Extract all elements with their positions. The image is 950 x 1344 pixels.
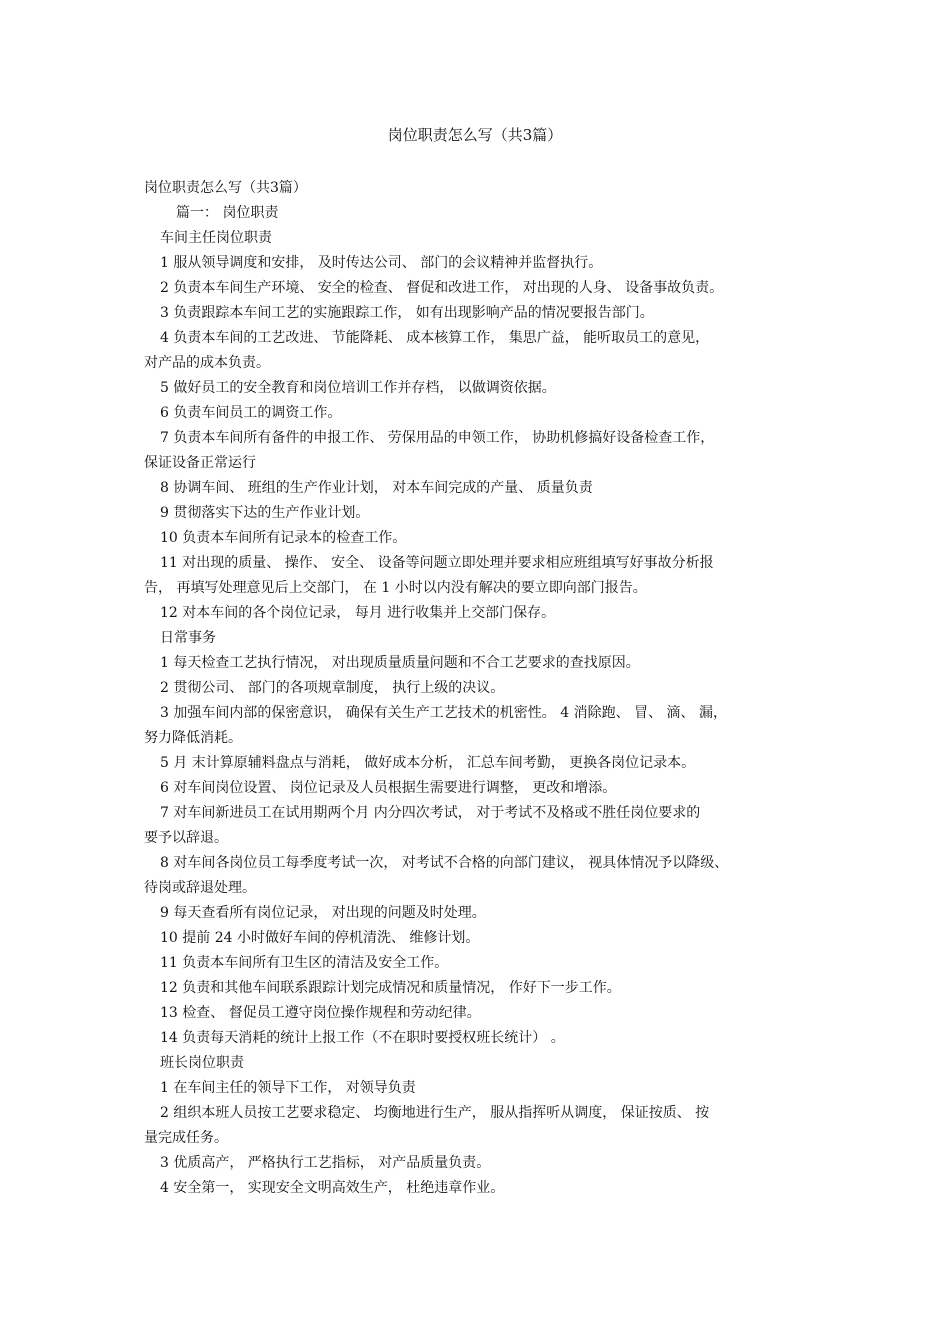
text-line: 6 负责车间员工的调资工作。 xyxy=(160,405,342,421)
text-line: 努力降低消耗。 xyxy=(144,730,242,746)
text-line: 12 对本车间的各个岗位记录， 每月 进行收集并上交部门保存。 xyxy=(160,605,556,621)
text-line: 13 检查、 督促员工遵守岗位操作规程和劳动纪律。 xyxy=(160,1005,481,1021)
text-line: 1 每天检查工艺执行情况， 对出现质量质量问题和不合工艺要求的查找原因。 xyxy=(160,655,640,671)
text-line: 班长岗位职责 xyxy=(160,1055,244,1071)
text-line: 2 负责本车间生产环境、 安全的检查、 督促和改进工作， 对出现的人身、 设备事故负责。 xyxy=(160,280,724,296)
text-line: 14 负责每天消耗的统计上报工作（不在职时要授权班长统计） 。 xyxy=(160,1030,565,1046)
text-line: 7 负责本车间所有备件的申报工作、 劳保用品的申领工作， 协助机修搞好设备检查工作， xyxy=(160,430,715,446)
text-line: 10 负责本车间所有记录本的检查工作。 xyxy=(160,530,407,546)
text-line: 11 对出现的质量、 操作、 安全、 设备等问题立即处理并要求相应班组填写好事故分析报 xyxy=(160,555,714,571)
text-line: 1 在车间主任的领导下工作， 对领导负责 xyxy=(160,1080,416,1096)
text-line: 1 服从领导调度和安排， 及时传达公司、 部门的会议精神并监督执行。 xyxy=(160,255,603,271)
text-line: 3 负责跟踪本车间工艺的实施跟踪工作， 如有出现影响产品的情况要报告部门。 xyxy=(160,305,654,321)
text-line: 岗位职责怎么写（共3篇） xyxy=(144,180,307,196)
text-line: 3 加强车间内部的保密意识， 确保有关生产工艺技术的机密性。 4 消除跑、 冒、 滴、 漏， xyxy=(160,705,727,721)
text-line: 9 每天查看所有岗位记录， 对出现的问题及时处理。 xyxy=(160,905,486,921)
text-line: 要予以辞退。 xyxy=(144,830,228,846)
text-line: 待岗或辞退处理。 xyxy=(144,880,256,896)
text-line: 2 组织本班人员按工艺要求稳定、 均衡地进行生产， 服从指挥听从调度， 保证按质、 按 xyxy=(160,1105,710,1121)
text-line: 7 对车间新进员工在试用期两个月 内分四次考试， 对于考试不及格或不胜任岗位要求的 xyxy=(160,805,701,821)
text-line: 8 对车间各岗位员工每季度考试一次， 对考试不合格的向部门建议， 视具体情况予以降级、 xyxy=(160,855,729,871)
text-line: 车间主任岗位职责 xyxy=(160,230,272,246)
text-line: 8 协调车间、 班组的生产作业计划， 对本车间完成的产量、 质量负责 xyxy=(160,480,593,496)
document-title: 岗位职责怎么写（共3篇） xyxy=(387,126,563,144)
text-line: 告， 再填写处理意见后上交部门， 在 1 小时以内没有解决的要立即向部门报告。 xyxy=(144,580,647,596)
text-line: 3 优质高产， 严格执行工艺指标， 对产品质量负责。 xyxy=(160,1155,491,1171)
text-line: 4 安全第一， 实现安全文明高效生产， 杜绝违章作业。 xyxy=(160,1180,505,1196)
document-body xyxy=(144,176,824,1201)
text-line: 日常事务 xyxy=(160,630,216,646)
text-line: 6 对车间岗位设置、 岗位记录及人员根据生需要进行调整， 更改和增添。 xyxy=(160,780,617,796)
text-line: 2 贯彻公司、 部门的各项规章制度， 执行上级的决议。 xyxy=(160,680,505,696)
text-line: 4 负责本车间的工艺改进、 节能降耗、 成本核算工作， 集思广益， 能听取员工的意见， xyxy=(160,330,710,346)
text-line: 5 月 末计算原辅料盘点与消耗， 做好成本分析， 汇总车间考勤， 更换各岗位记录本。 xyxy=(160,755,696,771)
text-line: 11 负责本车间所有卫生区的清洁及安全工作。 xyxy=(160,955,449,971)
text-line: 保证设备正常运行 xyxy=(144,455,256,471)
text-line: 篇一： 岗位职责 xyxy=(176,205,279,221)
text-line: 9 贯彻落实下达的生产作业计划。 xyxy=(160,505,370,521)
text-line: 对产品的成本负责。 xyxy=(144,355,270,371)
text-line: 量完成任务。 xyxy=(144,1130,228,1146)
text-line: 10 提前 24 小时做好车间的停机清洗、 维修计划。 xyxy=(160,930,480,946)
text-line: 5 做好员工的安全教育和岗位培训工作并存档， 以做调资依据。 xyxy=(160,380,556,396)
text-line: 12 负责和其他车间联系跟踪计划完成情况和质量情况， 作好下一步工作。 xyxy=(160,980,621,996)
